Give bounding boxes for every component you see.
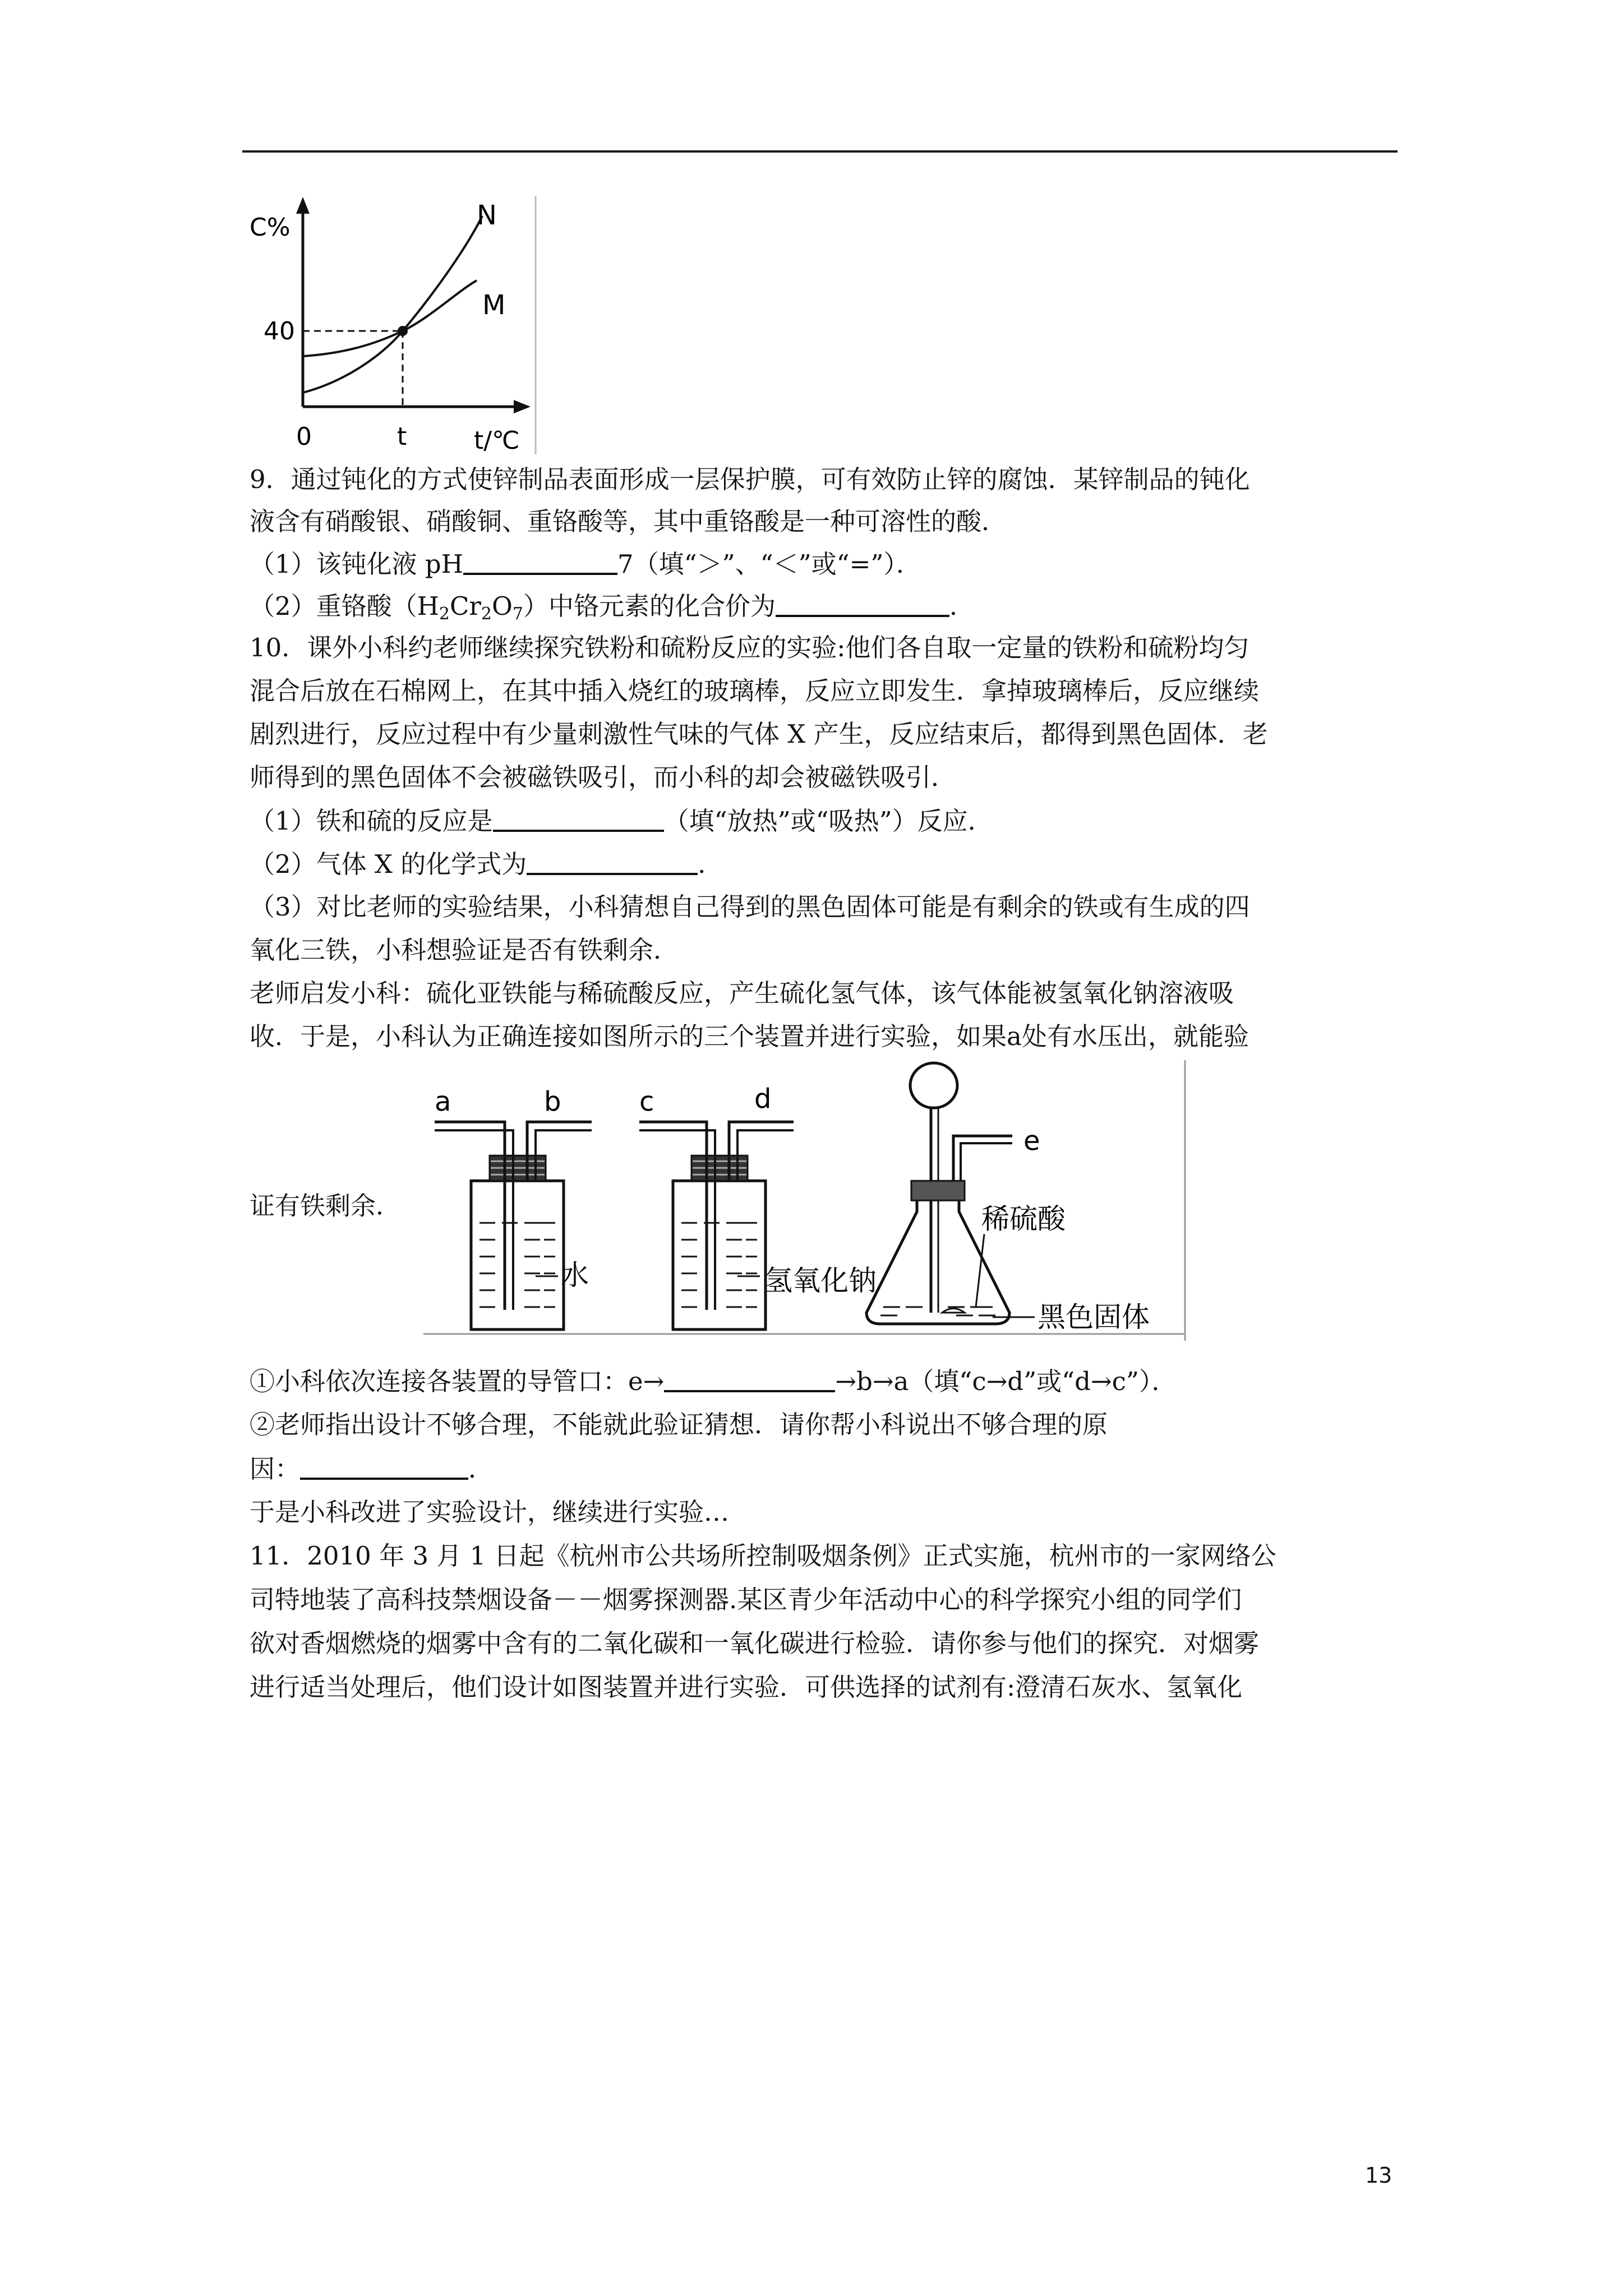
q10-sub3-line-1: （3）对比老师的实验结果，小科猜想自己得到的黑色固体可能是有剩余的铁或有生成的四 [250, 892, 1250, 922]
x-tick-0: 0 [296, 422, 312, 451]
q10-sub1-options: （填“放热”或“吸热”）反应． [663, 806, 993, 836]
q9-sub2-blank[interactable] [776, 589, 949, 617]
q9-sub2-end: ． [949, 591, 975, 621]
q9-line-1: 9．通过钝化的方式使锌制品表面形成一层保护膜，可有效防止锌的腐蚀．某锌制品的钝化 [250, 464, 1250, 494]
q10-sub1 [250, 804, 993, 838]
q10-closing: 于是小科改进了实验设计，继续进行实验… [250, 1497, 730, 1527]
x-tick-t: t [397, 422, 407, 451]
acid-label: 稀硫酸 [981, 1203, 1066, 1235]
y-axis-label: C% [250, 213, 291, 242]
tube-label-e: e [1023, 1125, 1040, 1157]
q10-q2-line-1: ②老师指出设计不够合理，不能就此验证猜想．请你帮小科说出不够合理的原 [250, 1410, 1108, 1439]
q10-q1 [250, 1364, 1177, 1398]
q10-q1-text: ①小科依次连接各装置的导管口：e→ [250, 1366, 665, 1396]
naoh-label: 氢氧化钠 [764, 1264, 877, 1297]
q10-sub3-line-2: 氧化三铁，小科想验证是否有铁剩余． [250, 935, 679, 965]
intersection-point [398, 326, 408, 336]
tube-label-b: b [544, 1086, 561, 1117]
q9-sub1-options: 7（填“＞”、“＜”或“=”）． [617, 549, 921, 579]
q11-line-2: 司特地装了高科技禁烟设备－－烟雾探测器.某区青少年活动中心的科学探究小组的同学们 [250, 1585, 1242, 1614]
q10-line-2: 混合后放在石棉网上，在其中插入烧红的玻璃棒，反应立即发生．拿掉玻璃棒后，反应继续 [250, 676, 1260, 706]
page-number: 13 [1365, 2163, 1393, 2188]
q10-hint-line-3: 证有铁剩余． [250, 1191, 402, 1221]
q10-sub2-text: （2）气体 X 的化学式为 [250, 849, 527, 879]
q10-line-4: 师得到的黑色固体不会被磁铁吸引，而小科的却会被磁铁吸引． [250, 762, 957, 792]
solid-label: 黑色固体 [1038, 1301, 1150, 1333]
apparatus-diagram [423, 1060, 1192, 1341]
q11-line-3: 欲对香烟燃烧的烟雾中含有的二氧化碳和一氧化碳进行检验．请你参与他们的探究．对烟雾 [250, 1628, 1260, 1658]
q10-q2-text: 因： [250, 1454, 301, 1484]
q10-q1-blank[interactable] [664, 1364, 835, 1392]
q10-sub1-blank[interactable] [493, 804, 664, 832]
header-rule [242, 150, 1398, 153]
q10-hint-line-2: 收．于是，小科认为正确连接如图所示的三个装置并进行实验，如果a处有水压出，就能验 [250, 1022, 1249, 1051]
formula-part: O [492, 591, 513, 621]
series-label-M: M [482, 289, 506, 321]
y-tick-40: 40 [264, 317, 295, 346]
formula-sub: 7 [512, 604, 524, 624]
formula-part: Cr [449, 591, 481, 621]
q10-q2-end: ． [468, 1454, 494, 1484]
q10-sub2 [250, 847, 723, 881]
solubility-chart [247, 194, 544, 457]
q10-q1-options: →b→a（填“c→d”或“d→c”）． [835, 1366, 1177, 1396]
q10-hint-line-1: 老师启发小科：硫化亚铁能与稀硫酸反应，产生硫化氢气体，该气体能被氢氧化钠溶液吸 [250, 978, 1234, 1008]
q9-sub2-text: （2）重铬酸（H [250, 591, 439, 621]
tube-label-d: d [754, 1083, 772, 1115]
q10-q2-line-2 [250, 1452, 494, 1486]
x-axis-label: t/℃ [474, 426, 520, 455]
q9-sub2-prompt: ）中铬元素的化合价为 [523, 591, 776, 621]
q11-line-4: 进行适当处理后，他们设计如图装置并进行实验．可供选择的试剂有:澄清石灰水、氢氧化 [250, 1672, 1243, 1702]
q10-q2-blank[interactable] [300, 1452, 468, 1480]
tube-label-c: c [639, 1086, 654, 1117]
formula-sub: 2 [481, 604, 492, 624]
q10-line-1: 10．课外小科约老师继续探究铁粉和硫粉反应的实验:他们各自取一定量的铁粉和硫粉均匀 [250, 633, 1249, 662]
q10-sub2-blank[interactable] [527, 847, 698, 875]
water-label: 水 [561, 1259, 589, 1291]
tube-label-a: a [435, 1086, 451, 1117]
q9-line-2: 液含有硝酸银、硝酸铜、重铬酸等，其中重铬酸是一种可溶性的酸． [250, 507, 1007, 536]
q11-line-1: 11．2010 年 3 月 1 日起《杭州市公共场所控制吸烟条例》正式实施，杭州市的一家网络公 [250, 1541, 1276, 1571]
q10-sub2-end: ． [698, 849, 723, 879]
q9-sub2 [250, 589, 975, 631]
formula-sub: 2 [439, 604, 450, 624]
q10-sub1-text: （1）铁和硫的反应是 [250, 806, 493, 836]
q9-sub1 [250, 547, 921, 581]
q9-sub1-text: （1）该钝化液 pH [250, 549, 463, 579]
q9-sub1-blank[interactable] [463, 547, 617, 575]
series-label-N: N [477, 200, 497, 231]
q10-line-3: 剧烈进行，反应过程中有少量刺激性气味的气体 X 产生，反应结束后，都得到黑色固体．老 [250, 719, 1268, 749]
